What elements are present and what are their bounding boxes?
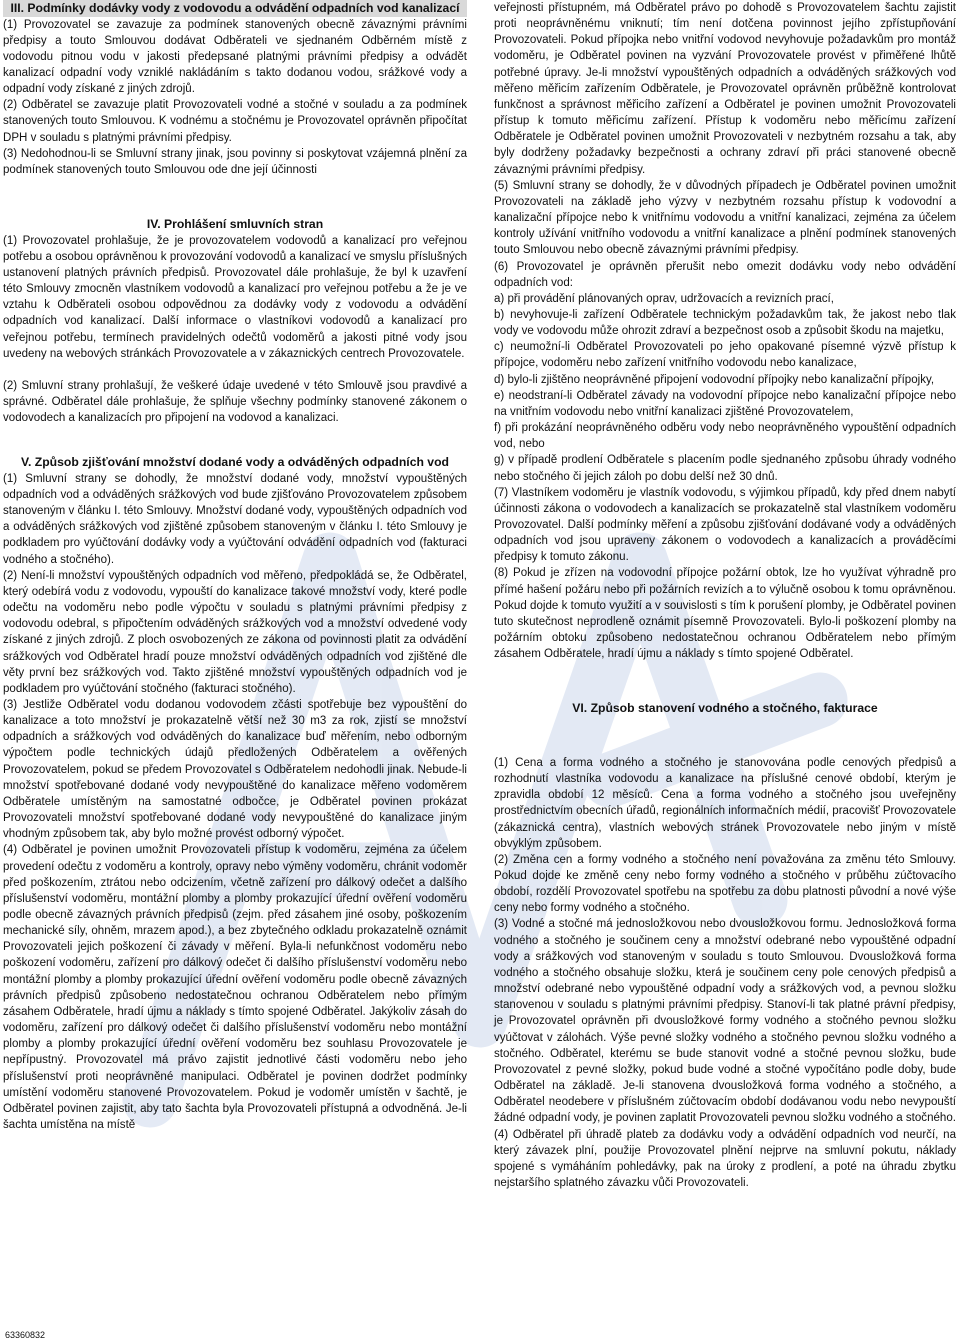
section-3-paragraph-1: (1) Provozovatel se zavazuje za podmínek stanovených obecně závaznými právními předpisy a touto Smlouvou dodávat Odběrateli ve sjednaném Odběrném místě z vodovodu pitnou vodu v jakosti předepsané platnými právními předpisy a odvádět kanalizací odpadní vody vzniklé nakládáním s takto dodanou vodou, srážkové vody a odpadní vody získané z jiných zdrojů. [3, 18, 467, 96]
section-5-paragraph-2: (2) Není-li množství vypouštěných odpadních vod měřeno, předpokládá se, že Odběratel, který odebírá vodu z vodovodu, vypouští do kanalizace takové množství vody, které podle odečtu na vodoměru nebo podle výpočtu v souladu s platnými právními předpisy z vodovodu odebral, s připočtením odváděných srážkových vod a množství odvedené vody získané z jiných zdrojů. Z ploch osvobozených ze zákona od povinnosti platit za odvádění srážkových vod Odběratel hradí pouze množství odváděných odpadních vod zjištěné dle věty první bez srážkových vod. Takto zjištěné množství vypouštěných odpadních vod je podkladem pro vyúčtování stočného (fakturaci stočného). [3, 569, 467, 695]
section-5-paragraph-4: (4) Odběratel je povinen umožnit Provozovateli přístup k vodoměru, zejména za účelem provedení odečtu z vodoměru a kontroly, opravy nebo výměny vodoměru, chránit vodoměr před poškozením, ztrátou nebo odcizením, včetně zařízení pro dálkový odečet a dalšího příslušenství vodoměru, montážní plomby a plomby prokazující úřední ověření vodoměru podle obecně závazných právních předpisů (zejm. před zásahem jiné osoby, poškozením mechanické síly, ohněm, mrazem apod.), a bez zbytečného odkladu prokazatelně oznámit Provozovateli jejich poškození či závady v měření. Byla-li nefunkčnost vodoměru nebo poškození vodoměru, zařízení pro dálkový odečet či dalšího příslušenství vodoměru nebo montážní plomby a plomby prokazující úřední ověření vodoměru podle obecně závazných právních předpisů způsobeno nedostatečnou ochranou Odběratelem nebo přímým zásahem Odběratele, hradí újmu a náklady s tímto spojené Odběratel. Jakýkoliv zásah do vodoměru, zařízení pro dálkový odečet či dalšího příslušenství vodoměru nebo montážní plomby a plomby prokazující úřední ověření vodoměru bez souhlasu Provozovatele je nepřípustný. Provozovatel má právo zajistit jednotlivé části vodoměru nebo jeho příslušenství proti neoprávněné manipulaci. Odběratel je povinen dodržet podmínky umístění vodoměru stanovené Provozovatelem. Pokud je vodoměr umístěn v šachtě, je Odběratel povinen zajistit, aby tato šachta byla Provozovateli přístupná a odvodněná. Je-li šachta umístěna na místě [3, 844, 467, 1132]
section-6-paragraph-3: (3) Vodné a stočné má jednosložkovou nebo dvousložkovou formu. Jednosložková forma vodného a stočného je součinem ceny a množství odebrané nebo vypouštěné odpadní vody a srážkových vod stanoveným v souladu s touto Smlouvou. Dvousložková forma vodného a stočného obsahuje složku, která je součinem ceny pole cenových předpisů a množství odebrané nebo vypouštěné odpadní vody a srážkových vod, a pevnou složku stanovenou v souladu s platnými právními předpisy. Stanoví-li tak platné právní předpisy, je Provozovatel oprávněn při dvousložkové formy vodného a stočného pevnou složku vyúčtovat v zálohách. Výše pevné složky vodného a stočného pevnou složku vodného a stočného. Odběratel, kterému se bude stanovit vodné a stočné pevnou složku, bude Provozovatel z pevné složky, pokud bude vodné a stočné vypočítáno podle doby, bude Odběratel na základě. Je-li stanovena dvousložková forma vodného a stočného, a Odběratel neodebere v příslušném zúčtovacím období dodávanou vodu nebo nevypouští žádné odpadní vody, je povinen zaplatit Provozovateli pevnou složku vodného a stočného. [494, 918, 956, 1125]
section-5-item-e: e) neodstraní-li Odběratel závady na vodovodní přípojce nebo kanalizační přípojce nebo na vnitřním vodovodu nebo vnitřní kanalizaci zjištěné Provozovatelem, [494, 389, 956, 418]
section-6-paragraph-2: (2) Změna cen a formy vodného a stočného není považována za změnu této Smlouvy. Pokud dojde ke změně ceny nebo formy vodného a stočného v průběhu zúčtovacího období, rozdělí Provozovatel spotřebu na spotřebu za dobu platnosti původní a nové výše ceny nebo formy vodného a stočného. [494, 853, 956, 915]
section-5-item-a: a) při provádění plánovaných oprav, udržovacích a revizních prací, [494, 292, 834, 305]
section-5-paragraph-5: (5) Smluvní strany se dohodly, že v důvodných případech je Odběratel povinen umožnit Provozovateli na základě jeho výzvy v nezbytném rozsahu přístup k vodovodní a kanalizační přípojce nebo k vnitřnímu vodovodu a vnitřní kanalizaci, zejména za účelem kontroly užívání vnitřního vodovodu a vnitřní kanalizace a plnění podmínek stanovených touto Smlouvou nebo obecně závaznými právními předpisy. [494, 179, 956, 257]
section-5-item-f: f) při prokázání neoprávněného odběru vody nebo neoprávněného vypouštění odpadních vod, nebo [494, 422, 956, 451]
section-5-paragraph-3: (3) Jestliže Odběratel vodu dodanou vodovodem zčásti spotřebuje bez vypouštění do kanalizace a toto množství je prokazatelně větší než 30 m3 za rok, zjistí se množství odpadních a srážkových vod odváděných do kanalizace buď měřením, nebo odborným výpočtem podle technických údajů předložených Odběratelem a ověřených Provozovatelem, pokud se předem Provozovatel s Odběratelem nedohodli jinak. Nebude-li množství spotřebované dodané vody nevypouštěné do kanalizace měřeno vodoměrem Odběratele umístěným na samostatné odbočce, je Odběratel povinen prokázat Provozovateli množství spotřebované dodané vody nevypouštěné do kanalizace jiným vhodným způsobem tak, aby bylo možné provést odborný výpočet. [3, 698, 467, 841]
section-5-paragraph-6: (6) Provozovatel je oprávněn přerušit nebo omezit dodávku vody nebo odvádění odpadních vod: [494, 260, 956, 289]
section-3-title: III. Podmínky dodávky vody z vodovodu a odvádění odpadních vod kanalizací [3, 0, 467, 17]
section-5-item-d: d) bylo-li zjištěno neoprávněné připojení vodovodní přípojky nebo kanalizační přípojky, [494, 373, 935, 386]
section-4-paragraph-1: (1) Provozovatel prohlašuje, že je provozovatelem vodovodů a kanalizací pro veřejnou potřebu a osobou oprávněnou k provozování vodovodů a kanalizací ve smyslu příslušných ustanovení platných právních předpisů. Provozovatel dále prohlašuje, že byl k uzavření této Smlouvy zmocněn vlastníkem vodovodů a kanalizací pro veřejnou potřebu a že je ve vztahu k Odběrateli osobou odpovědnou za dodávky vody z vodovodu a odvádění odpadních vod kanalizací. Další informace o vlastníkovi vodovodů a kanalizací pro veřejnou potřebu, termínech pravidelných odečtů vodoměrů a jakosti pitné vody jsou uvedeny na webových stránkách Provozovatele a v zákaznických centrech Provozovatele. [3, 234, 467, 360]
section-6-title: VI. Způsob stanovení vodného a stočného, fakturace [572, 701, 878, 716]
section-3-paragraph-2: (2) Odběratel se zavazuje platit Provozovateli vodné a stočné v souladu a za podmínek stanovených touto Smlouvou. K vodnému a stočnému je Provozovatel oprávněn připočítat DPH v souladu s platnými právními předpisy. [3, 99, 467, 144]
document-code: 63360832 [5, 1330, 46, 1340]
section-5-paragraph-1: (1) Smluvní strany se dohodly, že množství dodané vody, množství vypouštěných odpadních vod a odváděných srážkových vod bude zjišťováno Provozovatelem způsobem stanoveným v článku I. této Smlouvy. Množství dodané vody, vypouštěných odpadních vod a odváděných srážkových vod zjištěné způsobem stanoveným v článku I. této Smlouvy je podkladem pro vyúčtování dodávky vody a vyúčtování odvádění odpadních vod (fakturaci vodného a stočného). [3, 472, 467, 566]
left-column [3, 0, 467, 1133]
section-5-item-g: g) v případě prodlení Odběratele s placením podle sjednaného způsobu úhrady vodného nebo stočného či jejich záloh po dobu delší než 30 dnů. [494, 454, 956, 483]
section-5-paragraph-4-continued: veřejnosti přístupném, má Odběratel právo po dohodě s Provozovatelem šachtu zajistit proti neoprávněnému vniknutí; tím není dotčena povinnost jejího zpřístupňování Provozovateli. Pokud přípojka nebo vnitřní vodovod nevyhovuje požadavkům pro montáž vodoměru, je Odběratel povinen na vyzvání Provozovatele provést v přiměřené lhůtě potřebné úpravy. Je-li množství vypouštěných odpadních a odváděných srážkových vod měřeno měřicím zařízením Odběratele, je Provozovatel oprávněn průběžně kontrolovat funkčnost a správnost měřicího zařízení a Odběratel je povinen umožnit Provozovateli přístup k tomuto měřicímu zařízení. Přístup k vodoměru nebo měřicímu zařízení Odběratele je Odběratel povinen umožnit Provozovateli v nezbytném rozsahu a tak, aby byly dodrženy požadavky bezpečnosti a ochrany zdraví při práci stanovené obecně závaznými právními předpisy. [494, 2, 956, 176]
section-4-title: IV. Prohlášení smluvních stran [146, 217, 324, 232]
section-3-paragraph-3: (3) Nedohodnou-li se Smluvní strany jinak, jsou povinny si poskytovat vzájemná plnění za podmínek stanovených touto Smlouvou ode dne její účinnosti [3, 147, 467, 176]
section-5-paragraph-8: (8) Pokud je zřízen na vodovodní přípojce požární obtok, lze ho využívat výhradně pro přímé hašení požáru nebo při požárních revizích a to výlučně osobou k tomu oprávněnou. Pokud dojde k tomuto využití a v souvislosti s tím k porušení plomby, je Odběratel povinen tuto skutečnost neprodleně oznámit písemně Provozovateli. Bylo-li poškození plomby na požárním obtoku způsobeno nedostatečnou ochranou Odběratelem nebo přímým zásahem Odběratele, hradí újmu a náklady s tímto spojené Odběratel. [494, 567, 956, 661]
section-5-title: V. Způsob zjišťování množství dodané vody a odváděných odpadních vod [21, 455, 449, 470]
section-5-paragraph-7: (7) Vlastníkem vodoměru je vlastník vodovodu, s výjimkou případů, kdy před dnem nabytí účinnosti zákona o vodovodech a kanalizacích se prokazatelně stal vlastníkem vodoměru Provozovatel. Další podmínky měření a způsobu zjišťování dodávané vody a odváděných odpadních vod jsou upraveny zákonem o vodovodech a kanalizacích a prováděcími předpisy k tomuto zákonu. [494, 486, 956, 564]
section-6-paragraph-1: (1) Cena a forma vodného a stočného je stanovována podle cenových předpisů a rozhodnutí vlastníka vodovodu a kanalizace na příslušné cenové období, kterým je zpravidla období 12 měsíců. Cena a forma vodného a stočného jsou uveřejněny prostřednictvím obecních úřadů, regionálních informačních médií, pracovišť Provozovatele (zákaznická centra), vlastních webových stránek Provozovatele nebo jiným v místě obvyklým způsobem. [494, 756, 956, 850]
section-4-paragraph-2: (2) Smluvní strany prohlašují, že veškeré údaje uvedené v této Smlouvě jsou pravdivé a správné. Odběratel dále prohlašuje, že splňuje všechny podmínky stanovené zákonem o vodovodech a kanalizacích pro připojení na vodovod a kanalizaci. [3, 379, 467, 425]
section-5-item-c: c) neumožní-li Odběratel Provozovateli po jeho opakované písemné výzvě přístup k přípojce, vodoměru nebo zařízení vnitřního vodovodu nebo kanalizace, [494, 341, 956, 370]
section-5-item-b: b) nevyhovuje-li zařízení Odběratele technickým požadavkům tak, že jakost nebo tlak vody ve vodovodu může ohrozit zdraví a bezpečnost osob a způsobit škodu na majetku, [494, 308, 956, 338]
section-6-paragraph-4: (4) Odběratel při úhradě plateb za dodávku vody a odvádění odpadních vod neurčí, na který závazek plní, použije Provozovatel plnění nejprve na smluvní pokutu, náklady spojené s vymáháním pohledávky, pak na úroky z prodlení, a poté na úhradu zbytku nejstaršího splatného závazku vůči Provozovateli. [494, 1128, 956, 1189]
right-column [494, 0, 956, 1191]
